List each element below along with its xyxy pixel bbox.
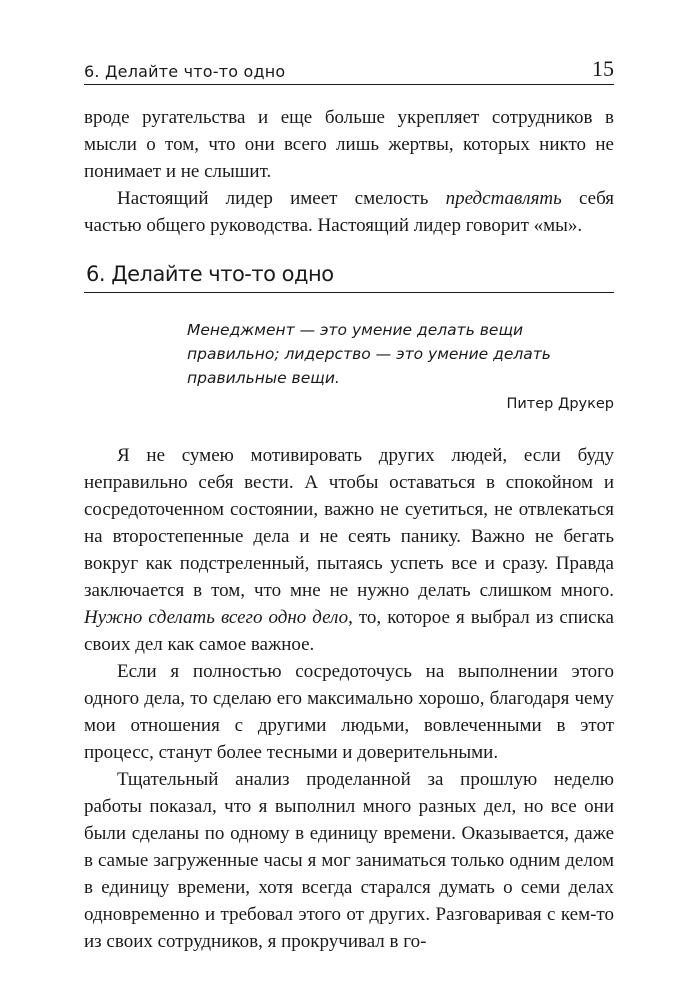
epigraph: Менеджмент — это умение делать вещи правильно; лидерство — это умение делать правильные вещи. (187, 321, 551, 387)
intro-text (84, 104, 614, 239)
text-span: , то, которое я выбрал из списка своих дел как самое важное. (84, 607, 614, 655)
text-span: Я не сумею мотивировать других людей, если буду неправильно себя вести. А чтобы оставаться в спокойном и сосредоточенном состоянии, важно не суетиться, не отвлекаться на второстепенные дела и не сеять панику. Важно не бегать вокруг как подстреленный, пытаясь успеть все и сразу. Правда заключается в том, что мне не нужно делать слишком много. (84, 445, 614, 601)
paragraph: Тщательный анализ проделанной за прошлую неделю работы показал, что я выполнил много разных дел, но все они были сделаны по одному в единицу времени. Оказывается, даже в самые загруженные часы я мог заниматься только одним делом в единицу времени, хотя всегда старался думать о семи делах одновременно и требовал этого от других. Разговаривая с кем-то из своих сотрудников, я прокручивал в го- (84, 769, 614, 952)
page-number: 15 (592, 56, 614, 81)
epigraph-author: Питер Друкер (506, 396, 614, 412)
running-header (84, 58, 614, 85)
paragraph: Если я полностью сосредоточусь на выполнении этого одного дела, то сделаю его максимально хорошо, благодаря чему мои отношения с другими людьми, вовлеченными в этот процесс, станут более тесными и доверительными. (84, 661, 614, 763)
emphasis: Нужно сделать всего одно дело (84, 607, 349, 628)
main-text (84, 442, 614, 955)
paragraph (84, 442, 614, 658)
paragraph (84, 185, 614, 239)
section-heading (84, 262, 614, 293)
section-heading-text: 6. Делайте что-то одно (86, 262, 334, 286)
text-span: себя частью общего руководства. Настоящий лидер говорит «мы». (84, 188, 614, 236)
running-title: 6. Делайте что-то одно (84, 62, 286, 81)
emphasis: представлять (445, 188, 562, 209)
text-span: Настоящий лидер имеет смелость (117, 188, 446, 209)
paragraph: вроде ругательства и еще больше укрепляет сотрудников в мысли о том, что они всего лишь жертвы, которых никто не понимает и не слышит. (84, 107, 614, 182)
